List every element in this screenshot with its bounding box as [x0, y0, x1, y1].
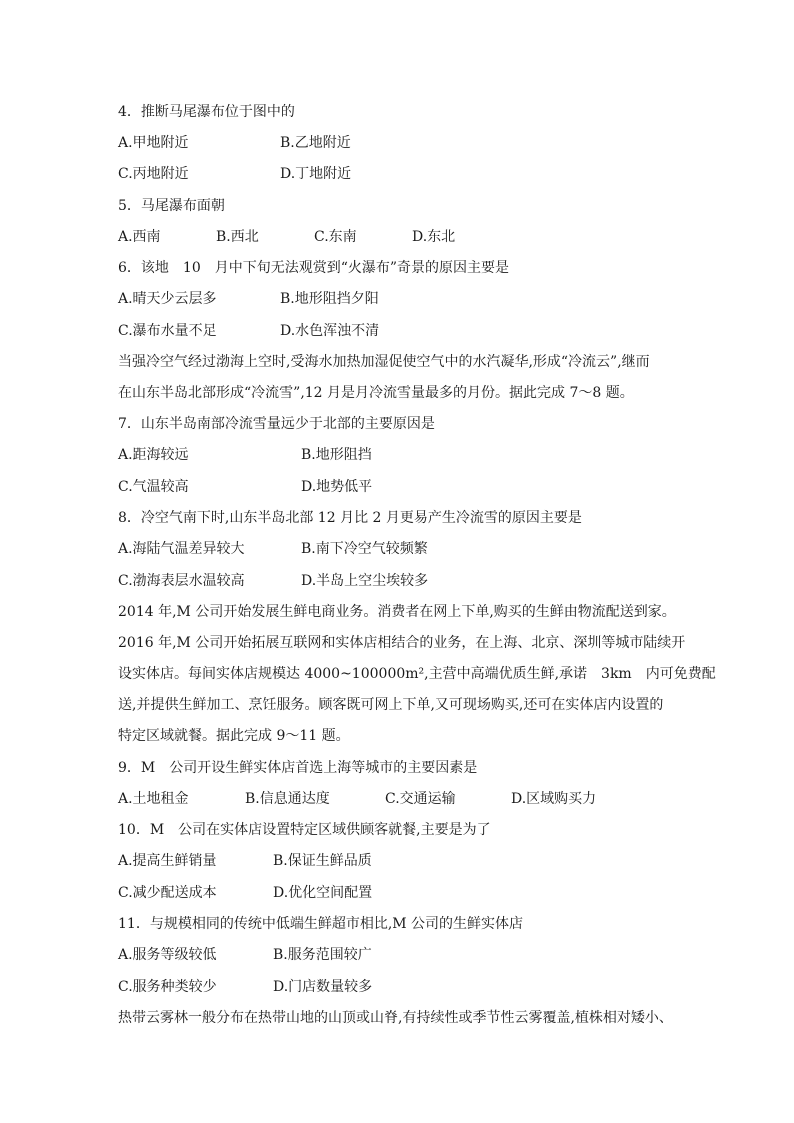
q10-stem: 10．M 公司在实体店设置特定区域供顾客就餐,主要是为了	[118, 822, 491, 838]
q5-stem: 5．马尾瀑布面朝	[118, 198, 225, 214]
passage1-line2: 在山东半岛北部形成“冷流雪”,12 月是月冷流雪量最多的月份。据此完成 7～8 题。	[118, 385, 634, 401]
q8-option-a: A.海陆气温差异较大	[118, 541, 245, 557]
q9-option-a: A.土地租金	[118, 791, 189, 807]
passage2-line2: 2016 年,M 公司开始拓展互联网和实体店相结合的业务，在上海、北京、深圳等城市陆续开	[118, 635, 686, 651]
q11-option-c: C.服务种类较少	[118, 979, 217, 995]
q7-stem: 7．山东半岛南部冷流雪量远少于北部的主要原因是	[118, 416, 435, 432]
q8-option-d: D.半岛上空尘埃较多	[301, 573, 429, 589]
q8-option-b: B.南下冷空气较频繁	[301, 541, 428, 557]
q4-option-b: B.乙地附近	[280, 135, 351, 151]
q10-option-a: A.提高生鲜销量	[118, 853, 217, 869]
q6-stem: 6．该地 10 月中下旬无法观赏到“火瀑布”奇景的原因主要是	[118, 260, 510, 276]
q5-option-c: C.东南	[314, 229, 357, 245]
q8-stem: 8．冷空气南下时,山东半岛北部 12 月比 2 月更易产生冷流雪的原因主要是	[118, 510, 582, 526]
q7-option-c: C.气温较高	[118, 479, 189, 495]
q4-option-c: C.丙地附近	[118, 166, 189, 182]
q10-option-c: C.减少配送成本	[118, 885, 217, 901]
q4-option-d: D.丁地附近	[280, 166, 352, 182]
q4-option-a: A.甲地附近	[118, 135, 189, 151]
q11-option-b: B.服务范围较广	[273, 947, 372, 963]
q10-option-b: B.保证生鲜品质	[273, 853, 372, 869]
q6-option-c: C.瀑布水量不足	[118, 323, 217, 339]
q8-option-c: C.渤海表层水温较高	[118, 573, 245, 589]
q9-stem: 9．M 公司开设生鲜实体店首选上海等城市的主要因素是	[118, 760, 478, 776]
q4-stem: 4．推断马尾瀑布位于图中的	[118, 104, 295, 120]
q11-option-d: D.门店数量较多	[273, 979, 373, 995]
q9-option-d: D.区域购买力	[511, 791, 597, 807]
passage1-line1: 当强冷空气经过渤海上空时,受海水加热加湿促使空气中的水汽凝华,形成“冷流云”,继而	[118, 354, 650, 370]
q5-option-d: D.东北	[412, 229, 456, 245]
q9-option-c: C.交通运输	[385, 791, 456, 807]
passage2-line3: 设实体店。每间实体店规模达 4000~100000m²,主营中高端优质生鲜,承诺 3km 内可免费配	[118, 666, 716, 682]
q5-option-b: B.西北	[216, 229, 259, 245]
q6-option-d: D.水色浑浊不清	[280, 323, 380, 339]
q7-option-d: D.地势低平	[301, 479, 373, 495]
passage2-line5: 特定区域就餐。据此完成 9～11 题。	[118, 728, 350, 744]
q6-option-a: A.晴天少云层多	[118, 291, 217, 307]
q7-option-b: B.地形阻挡	[301, 447, 372, 463]
q11-option-a: A.服务等级较低	[118, 947, 217, 963]
q5-option-a: A.西南	[118, 229, 161, 245]
passage2-line1: 2014 年,M 公司开始发展生鲜电商业务。消费者在网上下单,购买的生鲜由物流配送到家。	[118, 604, 676, 620]
passage2-line4: 送,并提供生鲜加工、烹饪服务。顾客既可网上下单,又可现场购买,还可在实体店内设置的	[118, 697, 664, 713]
passage3-line1: 热带云雾林一般分布在热带山地的山顶或山脊,有持续性或季节性云雾覆盖,植株相对矮小、	[118, 1010, 673, 1026]
q9-option-b: B.信息通达度	[245, 791, 330, 807]
q7-option-a: A.距海较远	[118, 447, 189, 463]
q11-stem: 11．与规模相同的传统中低端生鲜超市相比,M 公司的生鲜实体店	[118, 916, 524, 932]
q10-option-d: D.优化空间配置	[273, 885, 373, 901]
q6-option-b: B.地形阻挡夕阳	[280, 291, 379, 307]
